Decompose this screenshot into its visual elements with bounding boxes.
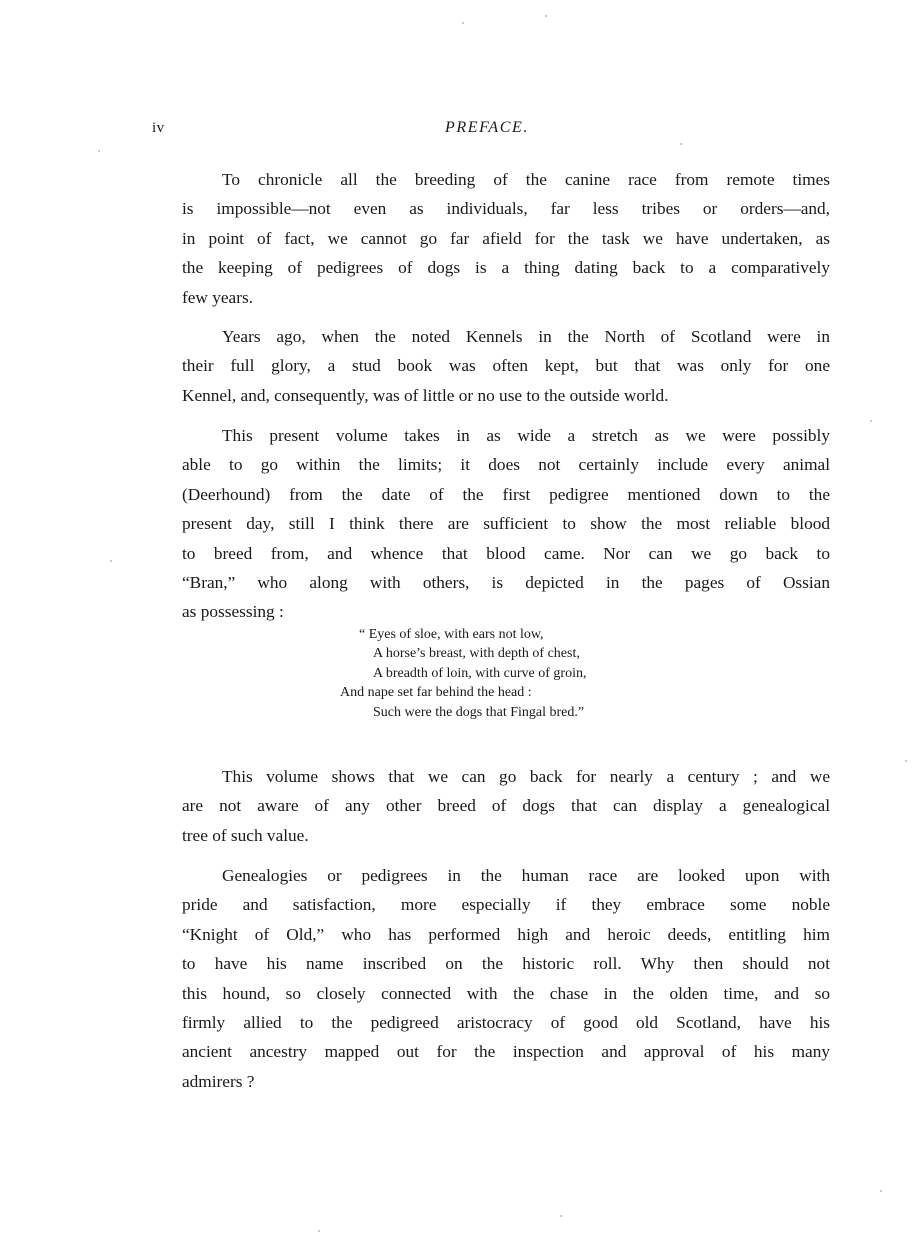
scan-speck [880, 1190, 882, 1192]
text-line: as possessing : [182, 602, 284, 622]
text-line: Years ago, when the noted Kennels in the North of Scotland were in [222, 327, 830, 346]
running-head: PREFACE. [444, 119, 530, 136]
paragraph [182, 762, 830, 850]
text-line: present day, still I think there are sufficient to show the most reliable blood [182, 514, 830, 534]
text-line: To chronicle all the breeding of the canine race from remote times [222, 170, 830, 189]
scan-speck [680, 143, 682, 145]
text-line: in point of fact, we cannot go far afield for the task we have undertaken, as [182, 228, 830, 248]
text-line: are not aware of any other breed of dogs that can display a genealogical [182, 796, 830, 816]
text-line: ancient ancestry mapped out for the inspection and approval of his many [182, 1042, 830, 1062]
scan-speck [462, 22, 464, 24]
text-line: Kennel, and, consequently, was of little or no use to the outside world. [182, 385, 669, 405]
text-line: this hound, so closely connected with the chase in the olden time, and so [182, 983, 830, 1003]
text-line: “Bran,” who along with others, is depicted in the pages of Ossian [182, 573, 830, 593]
verse-line: And nape set far behind the head : [340, 685, 532, 701]
verse-line: Such were the dogs that Fingal bred.” [373, 704, 585, 720]
text-line: (Deerhound) from the date of the first pedigree mentioned down to the [182, 484, 830, 504]
text-line: is impossible—not even as individuals, far less tribes or orders—and, [182, 199, 830, 219]
scan-speck [318, 1230, 320, 1232]
page-number: iv [152, 120, 165, 136]
text-line: admirers ? [182, 1071, 255, 1091]
text-line: Genealogies or pedigrees in the human race are looked upon with [222, 866, 830, 885]
scan-speck [905, 760, 907, 762]
text-line: This present volume takes in as wide a stretch as we were possibly [222, 426, 830, 445]
paragraph [182, 165, 830, 312]
verse-line: A breadth of loin, with curve of groin, [373, 665, 587, 681]
text-line: firmly allied to the pedigreed aristocracy of good old Scotland, have his [182, 1013, 830, 1033]
paragraph [182, 861, 830, 1096]
text-line: to have his name inscribed on the historic roll. Why then should not [182, 954, 830, 974]
text-line: tree of such value. [182, 825, 309, 845]
text-line: to breed from, and whence that blood came. Nor can we go back to [182, 543, 830, 563]
verse-quotation [340, 625, 586, 722]
verse-line: “ Eyes of sloe, with ears not low, [359, 627, 544, 642]
paragraph [182, 322, 830, 410]
text-line: the keeping of pedigrees of dogs is a thing dating back to a comparatively [182, 258, 830, 278]
text-line: able to go within the limits; it does not certainly include every animal [182, 455, 830, 475]
text-line: This volume shows that we can go back for nearly a century ; and we [222, 767, 830, 786]
verse-line: A horse’s breast, with depth of chest, [373, 646, 580, 662]
text-line: their full glory, a stud book was often kept, but that was only for one [182, 356, 830, 376]
scan-speck [560, 1215, 562, 1217]
scan-speck [545, 15, 547, 17]
paragraph [182, 421, 830, 627]
text-line: “Knight of Old,” who has performed high and heroic deeds, entitling him [182, 924, 830, 944]
scan-speck [110, 560, 112, 562]
scan-speck [870, 420, 872, 422]
text-line: few years. [182, 287, 254, 307]
scan-speck [98, 150, 100, 152]
text-line: pride and satisfaction, more especially if they embrace some noble [182, 895, 830, 915]
